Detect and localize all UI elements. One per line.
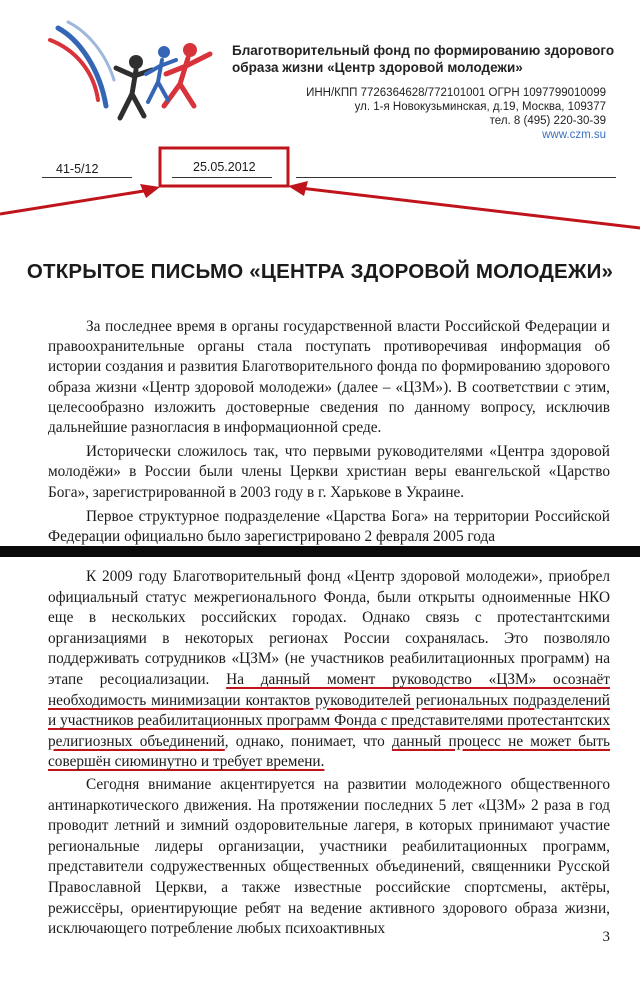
letter-section-1	[48, 317, 610, 551]
paragraph	[48, 567, 610, 773]
red-underlined-text: На данный момент руководство «ЦЗМ» осознаёт необходимость минимизации контактов руководителей региональных подразделений и участников реабилитационных программ Фонда с представителями протестантских религиозных объединений	[48, 670, 610, 750]
logo-figure-head	[183, 43, 197, 57]
phone-line: тел. 8 (495) 220-30-39	[489, 115, 606, 127]
left-arrow-head	[140, 184, 160, 198]
paragraph: Сегодня внимание акцентируется на развитии молодежного общественного антинаркотического движения. На протяжении последних 5 лет «ЦЗМ» 2 раза в год проводит летний и зимний оздоровительные лагеря, в которых принимают участие региональные лидеры организации, участники реабилитационных программ, представители содружественных общественных объединений, священники Русской Православной Церкви, а также известные российские спортсмены, актёры, режиссёры, ориентирующие ребят на ведение активного здорового образа жизни, исключающего потребление любых психоактивных	[48, 775, 610, 938]
right-arrow	[300, 188, 640, 228]
organization-contacts	[246, 86, 606, 142]
logo-figure-head	[158, 46, 170, 58]
reference-number: 41-5/12	[56, 162, 99, 176]
black-divider-bar	[0, 546, 640, 557]
red-underlined-text: данный процесс не может быть совершён сиюминутно и требует времени.	[48, 732, 610, 771]
address-line: ул. 1-я Новокузьминская, д.19, Москва, 109377	[354, 101, 606, 113]
organization-logo	[40, 10, 230, 130]
logo-figure-head	[129, 55, 143, 69]
reference-underline	[42, 177, 132, 178]
paragraph: За последнее время в органы государственной власти Российской Федерации и правоохранительные органы стала поступать противоречивая информация об истории создания и развития Благотворительного фонда по формированию здорового образа жизни «Центр здоровой молодежи» (далее – «ЦЗМ»). В соответствии с этим, целесообразно изложить достоверные сведения по данному вопросу, исключив дальнейшие разногласия в информационной среде.	[48, 318, 610, 437]
date-underline	[172, 177, 272, 178]
text-run: К 2009 году Благотворительный фонд «Центр здоровой молодежи», приобрел официальный статус межрегионального Фонда, были открыты одноименные НКО еще в нескольких российских городах. Однако связь с протестантскими организациями в некоторых регионах России сохранялась. Это позволяло поддерживать сотрудников «ЦЗМ» (не участников реабилитационных программ) на этапе ресоциализации.	[48, 568, 610, 688]
inn-line: ИНН/КПП 7726364628/772101001 ОГРН 1097799010099	[306, 87, 606, 99]
page-number: 3	[602, 929, 610, 945]
organization-name: Благотворительный фонд по формированию здорового образа жизни «Центр здоровой молодежи»	[232, 43, 615, 75]
paragraph: Исторически сложилось так, что первыми руководителями «Центра здоровой молодёжи» в России были члены Церкви христиан веры евангельской «Царство Бога», зарегистрированной в 2003 году в г. Харькове в Украине.	[48, 443, 610, 501]
right-arrow-head	[288, 181, 308, 196]
logo-light-swoosh	[68, 22, 114, 80]
website-link[interactable]: www.czm.su	[542, 129, 606, 141]
text-run: , однако, понимает, что	[224, 732, 392, 750]
paragraph: Первое структурное подразделение «Царства Бога» на территории Российской Федерации официально было зарегистрировано 2 февраля 2005 года	[48, 507, 610, 546]
left-arrow	[0, 190, 150, 214]
logo-red-swoosh	[50, 40, 98, 100]
header-rule	[296, 177, 616, 178]
page-title: ОТКРЫТОЕ ПИСЬМО «ЦЕНТРА ЗДОРОВОЙ МОЛОДЕЖИ»	[26, 260, 614, 283]
reference-date: 25.05.2012	[193, 160, 256, 174]
letter-section-2	[48, 567, 610, 942]
